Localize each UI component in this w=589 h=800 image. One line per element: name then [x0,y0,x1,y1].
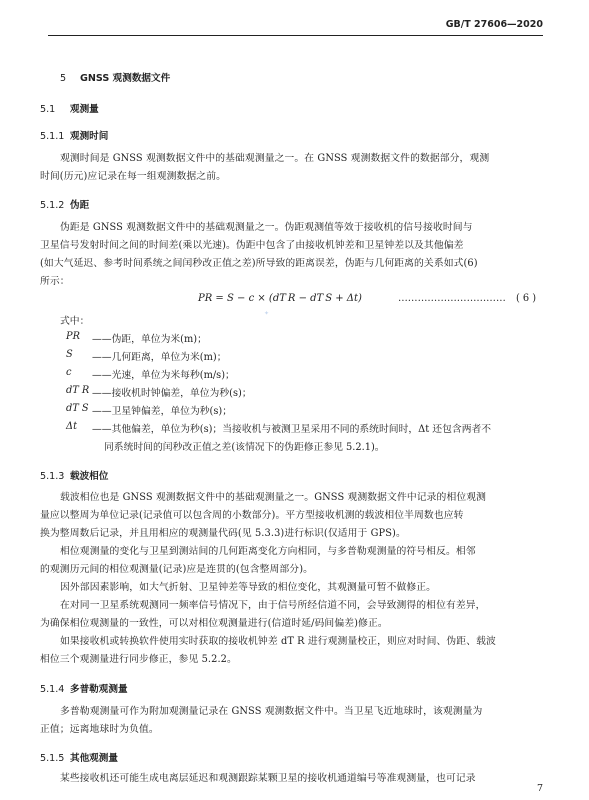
paragraph: 载波相位也是 GNSS 观测数据文件中的基础观测量之一。GNSS 观测数据文件中记录的相位观测 [60,492,487,503]
section-title: 多普勒观测量 [70,684,128,695]
section-5-1-5-heading [40,750,118,764]
paragraph: (如大气延迟、参考时间系统之间闰秒改正值之差)所导致的距离误差，伪距与几何距离的关系如式(6) [40,258,478,269]
paragraph: 卫星信号发射时间之间的时间差(乘以光速)。伪距中包含了由接收机钟差和卫星钟差以及其他偏差 [40,240,464,251]
section-5-1-1-heading [40,128,108,142]
symbol-delta-t: Δt [66,421,78,432]
paragraph: 换为整周数后记录，并且用相应的观测量代码(见 5.3.3)进行标识(仅适用于 GPS)。 [40,528,406,539]
section-title: 伪距 [70,200,90,211]
section-5-1-2-heading [40,197,89,211]
paragraph: 多普勒观测量可作为附加观测量记录在 GNSS 观测数据文件中。当卫星飞近地球时，该观测量为 [60,706,483,717]
paragraph: 观测时间是 GNSS 观测数据文件中的基础观测量之一。在 GNSS 观测数据文件的数据部分，观测 [60,153,490,164]
page-number: 7 [536,783,543,794]
paragraph: 量应以整周为单位记录(记录值可以包含周的小数部分)。平方型接收机测的载波相位半周数也应转 [40,510,464,521]
equation-number: ( 6 ) [516,293,537,304]
section-number: 5.1.5 [40,753,65,764]
watermark-logo: ✦ [264,310,270,317]
standard-code: GB/T 27606—2020 [445,19,543,30]
where-label: 式中： [60,316,90,327]
definition: ——几何距离，单位为米(m)； [92,352,227,363]
symbol-s: S [66,349,73,360]
section-title: 载波相位 [70,471,109,482]
paragraph: 在对同一卫星系统观测同一频率信号情况下，由于信号所经信道不同，会导致测得的相位有差异， [60,600,486,611]
equation-leader-dots: …………………………… [398,293,506,304]
section-5-1-3-heading [40,468,108,482]
section-title: GNSS 观测数据文件 [80,73,171,84]
paragraph: 的观测历元间的相位观测量(记录)应是连贯的(包含整周部分)。 [40,564,314,575]
paragraph: 时间(历元)应记录在每一组观测数据之前。 [40,171,226,182]
section-5-1-heading [40,101,99,115]
section-number: 5.1.4 [40,684,65,695]
section-title: 其他观测量 [70,753,118,764]
definition-continuation: 同系统时间的闰秒改正值之差(该情况下的伪距修正参见 5.2.1)。 [104,442,385,453]
paragraph: 因外部因素影响，如大气折射、卫星钟差等导致的相位变化，其观测量可暂不做修正。 [60,582,437,593]
paragraph: 为确保相位观测量的一致性，可以对相位观测量进行(信道时延/码间偏差)修正。 [40,618,388,629]
symbol-c: c [66,367,72,378]
paragraph: 正值；远离地球时为负值。 [40,724,159,735]
symbol-dtr: dT R [66,385,90,396]
section-5-1-4-heading [40,681,128,695]
paragraph: 相位观测量的变化与卫星到测站间的几何距离变化方向相同，与多普勒观测量的符号相反。相邻 [60,546,476,557]
section-5-heading [60,70,170,84]
paragraph: 所示： [40,276,70,287]
section-title: 观测量 [70,104,99,115]
section-number: 5.1 [40,104,56,115]
section-number: 5.1.1 [40,131,65,142]
definition: ——接收机时钟偏差，单位为秒(s)； [92,388,252,399]
section-number: 5 [60,73,67,84]
equation-6: PR = S − c × (dT R − dT S + Δt) [198,293,362,304]
definition: ——其他偏差，单位为秒(s)；当接收机与被测卫星采用不同的系统时间时，Δt 还包含两者不 [92,424,492,435]
section-number: 5.1.2 [40,200,65,211]
symbol-dts: dT S [66,403,89,414]
paragraph: 伪距是 GNSS 观测数据文件中的基础观测量之一。伪距观测值等效于接收机的信号接收时间与 [60,222,473,233]
paragraph: 某些接收机还可能生成电离层延迟和观测跟踪某颗卫星的接收机通道编号等准观测量，也可记录 [60,773,476,784]
definition: ——光速，单位为米每秒(m/s)； [92,370,235,381]
section-number: 5.1.3 [40,471,65,482]
definition: ——卫星钟偏差，单位为秒(s)； [92,406,233,417]
paragraph: 如果接收机或转换软件使用实时获取的接收机钟差 dT R 进行观测量校正，则应对时间、伪距、载波 [60,636,496,647]
symbol-pr: PR [66,331,80,342]
section-title: 观测时间 [70,131,109,142]
header-rule [48,35,543,36]
paragraph: 相位三个观测量进行同步修正，参见 5.2.2。 [40,654,237,665]
definition: ——伪距，单位为米(m)； [92,334,207,345]
